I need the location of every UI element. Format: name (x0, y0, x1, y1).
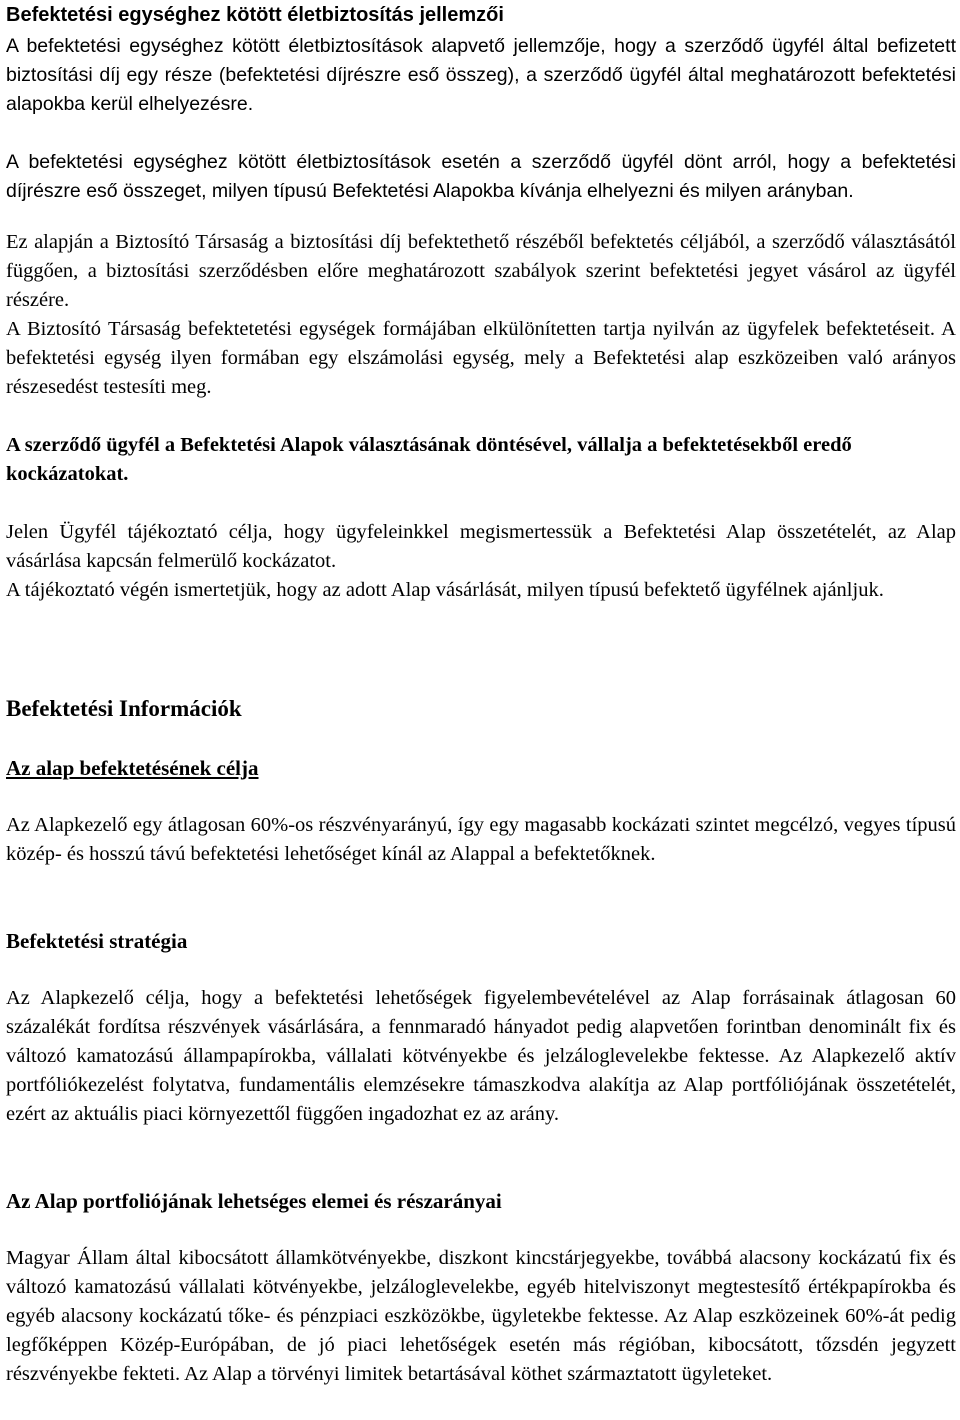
section-title: Befektetési Információk (6, 696, 242, 721)
portfolio-paragraph: Magyar Állam által kibocsátott államkötvényekbe, diszkont kincstárjegyekbe, továbbá alacsony kockázatú fix és változó kamatozású vállalati kötvényekbe, jelzáloglevelekbe, egyéb hitelviszonyt megtestesítő értékpapírokba és egyéb alacsony kockázatú tőke- és pénzpiaci eszközökbe, ügyletekbe fektesse. Az Alap eszközeinek 60%-át pedig legfőképpen Közép-Európában, de jó piaci lehetőségek esetén más régióban, kibocsátott, tőzsdén jegyzett részvényekbe fekteti. Az Alap a törvényi limitek betartásával köthet származtatott ügyleteket. (6, 1247, 956, 1385)
risk-statement: A szerződő ügyfél a Befektetési Alapok választásának döntésével, vállalja a befektetésekből eredő kockázatokat. (6, 434, 852, 485)
strategy-paragraph: Az Alapkezelő célja, hogy a befektetési lehetőségek figyelembevételével az Alap forrásainak átlagosan 60 százalékát fordítsa részvények vásárlására, a fennmaradó hányadot pedig alapvetően forintban denominált fix és változó kamatozású állampapírokba, vállalati kötvényekbe és jelzáloglevelekbe fektesse. Az Alapkezelő aktív portfóliókezelést folytatva, fundamentális elemzésekre támaszkodva alakítja az Alap portfóliójának összetételét, ezért az aktuális piaci környezettől függően ingadozhat ez az arány. (6, 987, 956, 1125)
intro-paragraph-1: A befektetési egységhez kötött életbiztosítások alapvető jellemzője, hogy a szerződő ügyfél által befizetett biztosítási díj egy része (befektetési díjrészre eső összeg), a szerződő ügyfél által meghatározott befektetési alapokba kerül elhelyezésre. (6, 35, 956, 115)
purpose-paragraph-1: Jelen Ügyfél tájékoztató célja, hogy ügyfeleinkkel megismertessük a Befektetési Alap összetételét, az Alap vásárlása kapcsán felmerülő kockázatot. (6, 521, 956, 572)
purpose-paragraph-2: A tájékoztató végén ismertetjük, hogy az adott Alap vásárlását, milyen típusú befektető ügyfélnek ajánljuk. (6, 579, 884, 601)
strategy-heading: Befektetési stratégia (6, 929, 188, 953)
goal-paragraph: Az Alapkezelő egy átlagosan 60%-os részvényarányú, így egy magasabb kockázati szintet megcélzó, vegyes típusú közép- és hosszú távú befektetési lehetőséget kínál az Alappal a befektetőknek. (6, 814, 956, 865)
goal-heading: Az alap befektetésének célja (6, 756, 259, 780)
document-title: Befektetési egységhez kötött életbiztosítás jellemzői (6, 4, 504, 26)
intro-paragraph-2: A befektetési egységhez kötött életbiztosítások esetén a szerződő ügyfél dönt arról, hogy a befektetési díjrészre eső összeget, milyen típusú Befektetési Alapokba kívánja elhelyezni és milyen arányban. (6, 151, 956, 202)
portfolio-heading: Az Alap portfoliójának lehetséges elemei és részarányai (6, 1189, 502, 1213)
intro-paragraph-3: Ez alapján a Biztosító Társaság a biztosítási díj befektethető részéből befektetés céljából, a szerződő választásától függően, a biztosítási szerződésben előre meghatározott szabályok szerint befektetési jegyet vásárol az ügyfél részére. (6, 231, 956, 311)
intro-paragraph-4: A Biztosító Társaság befektetetési egységek formájában elkülönítetten tartja nyilván az ügyfelek befektetéseit. A befektetési egység ilyen formában egy elszámolási egység, mely a Befektetési alap eszközeiben való arányos részesedést testesíti meg. (6, 318, 956, 398)
